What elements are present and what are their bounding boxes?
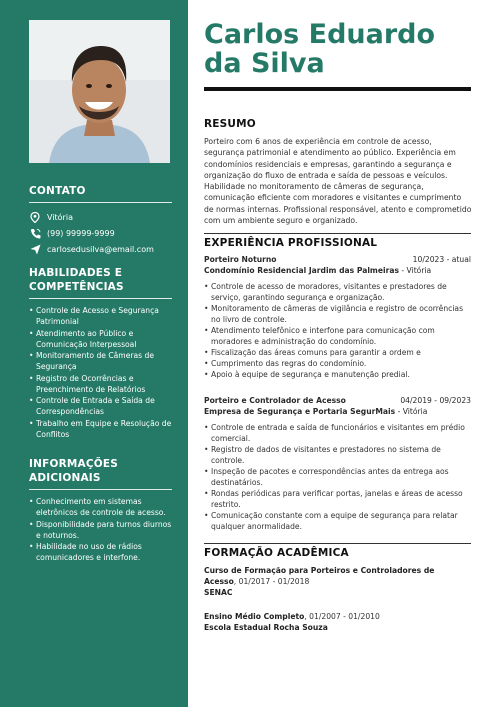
job-city: - Vitória [395, 407, 428, 416]
profile-photo [29, 20, 170, 163]
list-item: • Habilidade no uso de rádios comunicadores e interfone. [29, 541, 172, 563]
list-item: • Controle de entrada e saída de funcionários e visitantes em prédio comercial. [204, 422, 470, 444]
list-item: • Monitoramento de Câmeras de Segurança [29, 350, 172, 372]
job-bullets [204, 281, 470, 380]
summary-text: Porteiro com 6 anos de experiência em controle de acesso, segurança patrimonial e atendimento ao público. Experiência em condomínios residenciais e empresas, garantindo a segurança e organização do fluxo de entrada e saída de pessoas e veículos. Habilidade no monitoramento de câmeras de segurança, comunicação eficiente com moradores e visitantes e cumprimento de normas internas. Profissional responsável, atento e comprometido com um ambiente seguro e organizado. [204, 137, 472, 226]
education-divider [204, 543, 471, 544]
job-company: Empresa de Segurança e Portaria SegurMais [204, 407, 396, 416]
contact-section [29, 184, 172, 257]
list-item: • Inspeção de pacotes e correspondências antes da entrega aos destinatários. [204, 466, 470, 488]
list-item: • Controle de Entrada e Saída de Correspondências [29, 395, 172, 417]
list-item: • Apoio à equipe de segurança e manutenção predial. [204, 369, 470, 380]
skills-title: HABILIDADES E COMPETÊNCIAS [29, 266, 172, 299]
job-city: - Vitória [398, 266, 432, 275]
education-title: FORMAÇÃO ACADÊMICA [204, 547, 349, 559]
job-bullets [204, 422, 470, 532]
list-item: • Registro de Ocorrências e Preenchimento de Relatórios [29, 373, 172, 395]
contact-location [29, 209, 172, 225]
additional-title: INFORMAÇÕES ADICIONAIS [29, 457, 172, 490]
list-item: • Disponibilidade para turnos diurnos e noturnos. [29, 519, 172, 541]
name-divider [204, 87, 471, 91]
list-item: • Atendimento telefônico e interfone para comunicação com moradores e administração do condomínio. [204, 325, 470, 347]
additional-list [29, 496, 172, 563]
education-period: , 01/2017 - 01/2018 [233, 577, 310, 586]
education-school: SENAC [204, 588, 233, 597]
list-item: • Conhecimento em sistemas eletrônicos de controle de acesso. [29, 496, 172, 518]
list-item: • Registro de dados de visitantes e prestadores no sistema de controle. [204, 444, 470, 466]
location-pin-icon [29, 211, 41, 223]
send-icon [29, 243, 41, 255]
job-date: 04/2019 - 09/2023 [400, 396, 471, 405]
education-course: Ensino Médio Completo [204, 612, 305, 621]
job-role: Porteiro e Controlador de Acesso [204, 396, 346, 405]
skills-section [29, 266, 172, 440]
profile-photo-illustration [29, 20, 170, 163]
contact-title: CONTATO [29, 184, 172, 203]
education-course: Curso de Formação para Porteiros e Controladores de Acesso [204, 566, 435, 586]
experience-divider [204, 233, 471, 234]
list-item: • Rondas periódicas para verificar portas, janelas e áreas de acesso restrito. [204, 488, 470, 510]
sidebar [0, 0, 188, 707]
list-item: • Trabalho em Equipe e Resolução de Conflitos [29, 418, 172, 440]
list-item: • Monitoramento de câmeras de vigilância e registro de ocorrências no livro de controle. [204, 303, 470, 325]
list-item: • Atendimento ao Público e Comunicação Interpessoal [29, 328, 172, 350]
contact-email [29, 241, 172, 257]
phone-icon [29, 227, 41, 239]
education-school: Escola Estadual Rocha Souza [204, 623, 328, 632]
education-item [204, 611, 466, 633]
summary-title: RESUMO [204, 118, 256, 130]
job-date: 10/2023 - atual [412, 255, 471, 264]
additional-section [29, 457, 172, 564]
job-header [204, 395, 471, 417]
job-header [204, 254, 471, 276]
list-item: • Comunicação constante com a equipe de segurança para relatar qualquer anormalidade. [204, 510, 470, 532]
list-item: • Cumprimento das regras do condomínio. [204, 358, 470, 369]
job-company: Condomínio Residencial Jardim das Palmeiras [204, 266, 399, 275]
contact-location-text: Vitória [47, 212, 73, 222]
contact-phone [29, 225, 172, 241]
list-item: • Fiscalização das áreas comuns para garantir a ordem e [204, 347, 470, 358]
list-item: • Controle de Acesso e Segurança Patrimonial [29, 305, 172, 327]
education-item [204, 565, 466, 598]
education-period: , 01/2007 - 01/2010 [304, 612, 380, 621]
job-role: Porteiro Noturno [204, 255, 277, 264]
candidate-name: Carlos Eduardo da Silva [204, 19, 436, 79]
contact-phone-text: (99) 99999-9999 [47, 228, 115, 238]
list-item: • Controle de acesso de moradores, visitantes e prestadores de serviço, garantindo segurança e organização. [204, 281, 470, 303]
contact-email-text[interactable]: carlosedusilva@email.com [47, 244, 154, 254]
experience-title: EXPERIÊNCIA PROFISSIONAL [204, 237, 378, 249]
skills-list [29, 305, 172, 440]
